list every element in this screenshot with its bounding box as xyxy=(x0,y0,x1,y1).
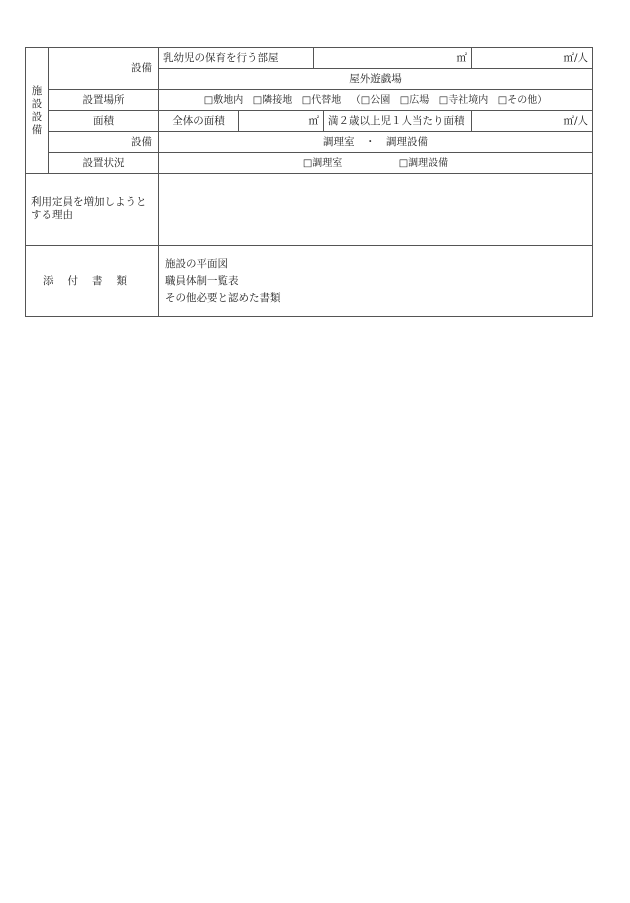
location-label: 設置場所 xyxy=(49,90,159,111)
reason-label: 利用定員を増加しようとする理由 xyxy=(26,174,159,246)
attachment-item: 施設の平面図 xyxy=(165,257,228,270)
childcare-room-per-person-field[interactable] xyxy=(472,48,593,69)
installation-option-cooking-equipment[interactable]: □調理設備 xyxy=(398,157,449,169)
attachments-label: 添付書類 xyxy=(26,246,159,317)
total-area-label: 全体の面積 xyxy=(159,111,239,132)
location-options xyxy=(159,90,593,111)
facility-equipment-group-label: 施 設 設 備 xyxy=(26,48,49,174)
location-option-park[interactable]: （□公園 xyxy=(350,94,391,106)
sqm-unit: ㎡ xyxy=(456,51,467,64)
childcare-room-label: 乳幼児の保育を行う部屋 xyxy=(159,48,314,69)
attachment-item: 職員体制一覧表 xyxy=(165,274,239,287)
attachments-list xyxy=(159,246,593,317)
total-area-field[interactable] xyxy=(239,111,324,132)
installation-option-cooking-room[interactable]: □調理室 xyxy=(302,157,343,169)
equipment-label: 設備 xyxy=(49,48,159,90)
childcare-room-area-field[interactable] xyxy=(314,48,472,69)
attachment-item: その他必要と認めた書類 xyxy=(165,291,281,304)
sqm-per-person-unit: ㎡/人 xyxy=(563,51,588,64)
cooking-equipment-label: 設備 xyxy=(49,132,159,153)
location-option-temple-grounds[interactable]: □寺社境内 xyxy=(438,94,489,106)
reason-input[interactable] xyxy=(159,174,593,246)
per-child-area-field[interactable] xyxy=(472,111,593,132)
cooking-equipment-value: 調理室 ・ 調理設備 xyxy=(159,132,593,153)
area-label: 面積 xyxy=(49,111,159,132)
installation-status-label: 設置状況 xyxy=(49,153,159,174)
location-option-other[interactable]: □その他） xyxy=(497,94,548,106)
sqm-per-person-unit: ㎡/人 xyxy=(563,114,588,127)
installation-options xyxy=(159,153,593,174)
location-option-square[interactable]: □広場 xyxy=(399,94,430,106)
location-option-premises[interactable]: □敷地内 xyxy=(203,94,244,106)
outdoor-playground-label: 屋外遊戯場 xyxy=(159,69,593,90)
sqm-unit: ㎡ xyxy=(308,114,319,127)
per-child-area-label: 満２歳以上児１人当たり面積 xyxy=(324,111,472,132)
facility-form-table xyxy=(25,47,593,317)
location-option-alternative[interactable]: □代替地 xyxy=(301,94,342,106)
location-option-adjacent[interactable]: □隣接地 xyxy=(252,94,293,106)
